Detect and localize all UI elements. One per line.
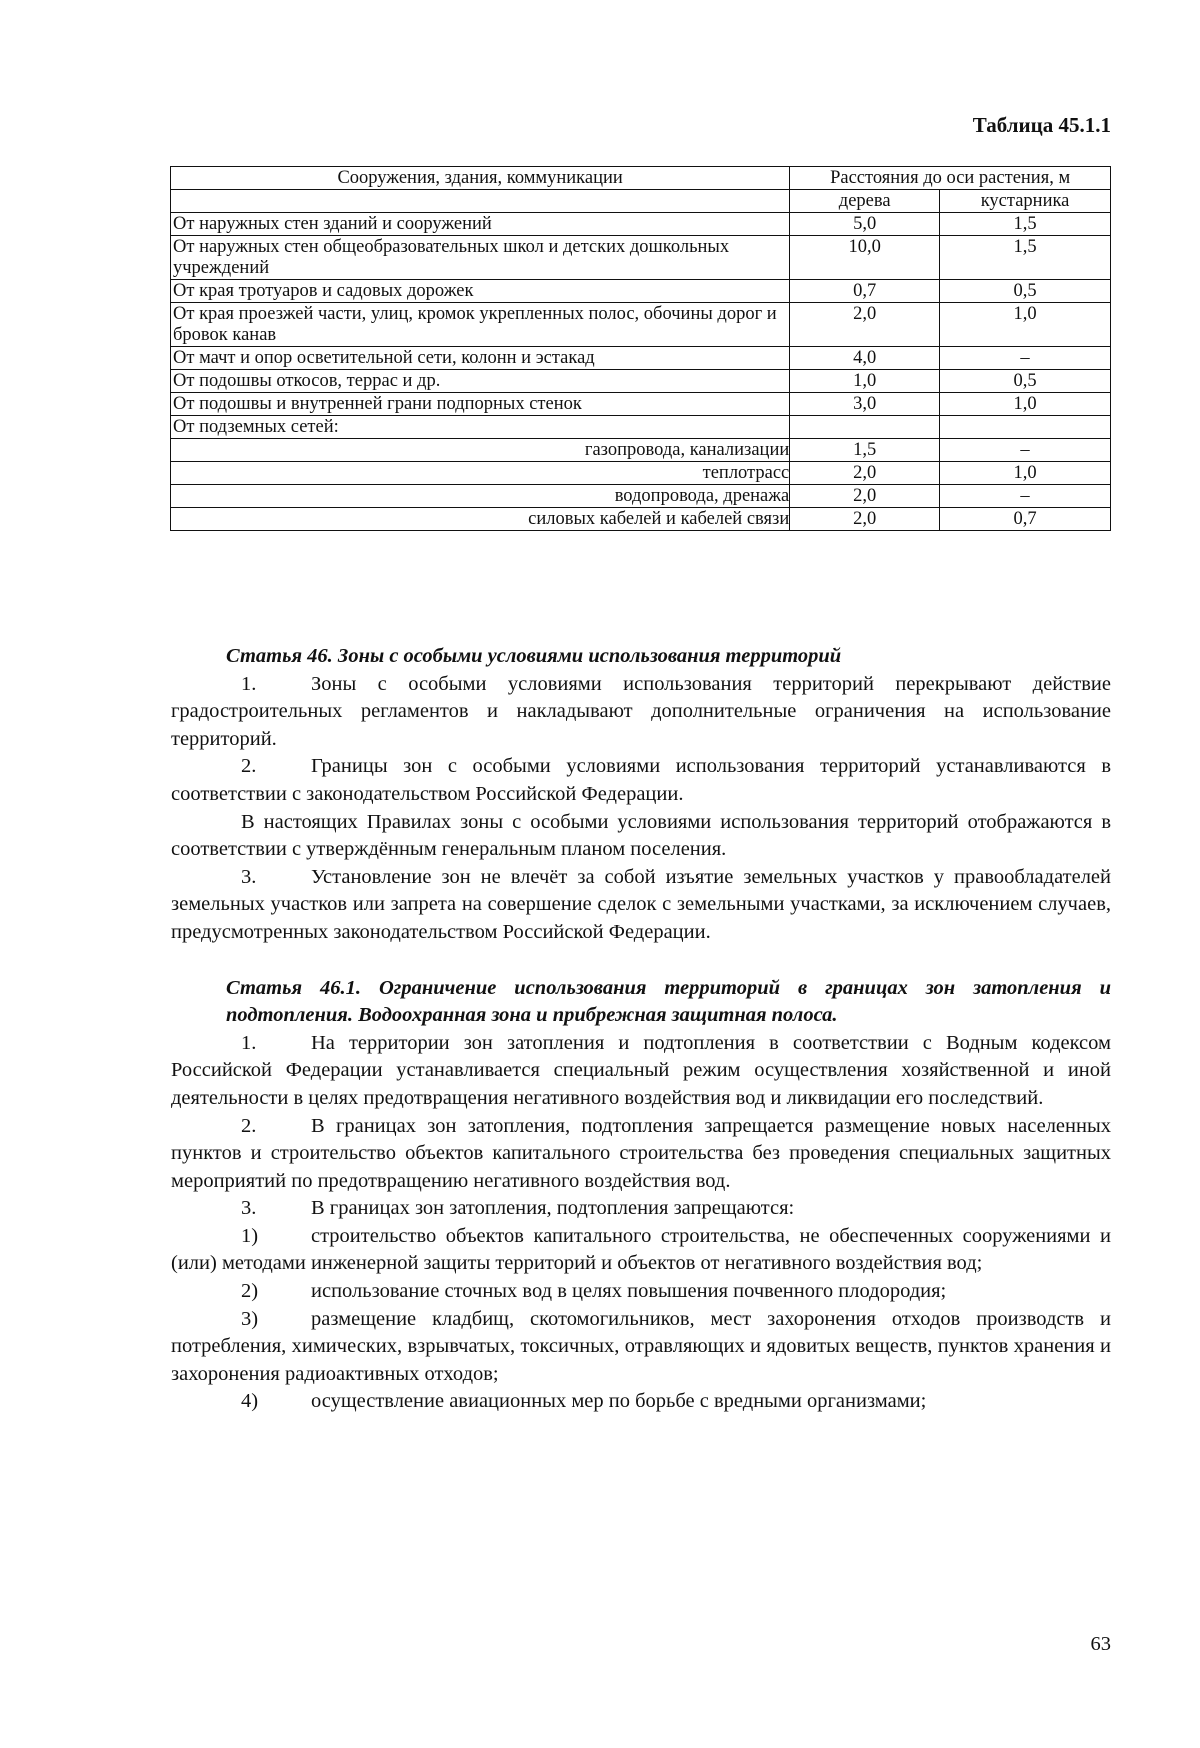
table-row	[171, 347, 1111, 370]
article-46-1-title: Статья 46.1. Ограничение использования территорий в границах зон затопления и подтопления. Водоохранная зона и прибрежная защитная полоса.	[226, 976, 1111, 1027]
paragraph-number: 3.	[241, 865, 257, 888]
list-item	[171, 1388, 1111, 1416]
table-row	[171, 303, 1111, 347]
row-trees: 2,0	[790, 508, 940, 531]
table-row	[171, 439, 1111, 462]
row-label: От наружных стен зданий и сооружений	[171, 213, 790, 236]
header-structures: Сооружения, здания, коммуникации	[171, 167, 790, 190]
row-label: От подземных сетей:	[171, 416, 790, 439]
article-46-title: Статья 46. Зоны с особыми условиями использования территорий	[226, 645, 842, 667]
table-row	[171, 236, 1111, 280]
paragraph-number: 2.	[241, 755, 257, 778]
table-row	[171, 416, 1111, 439]
row-trees: 4,0	[790, 347, 940, 370]
list-item	[171, 1223, 1111, 1278]
paragraph-text: На территории зон затопления и подтопления в соответствии с Водным кодексом Российской Федерации устанавливается специальный режим осуществления хозяйственной и иной деятельности в целях предотвращения негативного воздействия вод и ликвидации его последствий.	[171, 1031, 1111, 1109]
row-trees: 2,0	[790, 485, 940, 508]
row-shrubs: –	[940, 439, 1111, 462]
row-trees: 10,0	[790, 236, 940, 280]
row-label: От подошвы и внутренней грани подпорных стенок	[171, 393, 790, 416]
table-row	[171, 213, 1111, 236]
table-caption: Таблица 45.1.1	[972, 113, 1111, 137]
row-shrubs: 1,5	[940, 236, 1111, 280]
list-item-number: 4)	[241, 1390, 259, 1413]
row-trees: 2,0	[790, 462, 940, 485]
subheader-empty	[171, 190, 790, 213]
row-label: водопровода, дренажа	[171, 485, 790, 508]
row-trees: 1,5	[790, 439, 940, 462]
table-row	[171, 485, 1111, 508]
row-label: От наружных стен общеобразовательных школ и детских дошкольных учреждений	[171, 236, 790, 280]
row-label: теплотрасс	[171, 462, 790, 485]
paragraph-number: 1.	[241, 672, 257, 695]
row-trees	[790, 416, 940, 439]
row-trees: 1,0	[790, 370, 940, 393]
row-label: силовых кабелей и кабелей связи	[171, 508, 790, 531]
list-item-text: осуществление авиационных мер по борьбе с вредными организмами;	[311, 1390, 927, 1413]
list-item	[171, 1306, 1111, 1389]
page-number: 63	[1090, 1633, 1111, 1655]
list-item	[171, 1278, 1111, 1306]
row-shrubs: 0,5	[940, 370, 1111, 393]
row-label: От подошвы откосов, террас и др.	[171, 370, 790, 393]
row-label: От мачт и опор осветительной сети, колонн и эстакад	[171, 347, 790, 370]
table-row	[171, 508, 1111, 531]
article-46-paragraph	[171, 753, 1111, 808]
row-shrubs: 0,7	[940, 508, 1111, 531]
row-label: От края проезжей части, улиц, кромок укрепленных полос, обочины дорог и бровок канав	[171, 303, 790, 347]
article-46-1-paragraph	[171, 1195, 1111, 1223]
table-row	[171, 462, 1111, 485]
paragraph-text: В границах зон затопления, подтопления запрещаются:	[311, 1197, 795, 1220]
list-item-number: 1)	[241, 1224, 259, 1247]
article-46-paragraph	[171, 671, 1111, 754]
row-shrubs: 0,5	[940, 280, 1111, 303]
row-label: газопровода, канализации	[171, 439, 790, 462]
paragraph-text: В границах зон затопления, подтопления запрещается размещение новых населенных пунктов и строительство объектов капитального строительства без проведения специальных защитных мероприятий по предотвращению негативного воздействия вод.	[171, 1114, 1111, 1192]
row-trees: 0,7	[790, 280, 940, 303]
row-shrubs	[940, 416, 1111, 439]
list-item-text: использование сточных вод в целях повышения почвенного плодородия;	[311, 1280, 947, 1303]
list-item-number: 3)	[241, 1307, 259, 1330]
subheader-trees: дерева	[790, 190, 940, 213]
paragraph-text: Установление зон не влечёт за собой изъятие земельных участков у правообладателей земельных участков или запрета на совершение сделок с земельными участками, за исключением случаев, предусмотренных законодательством Российской Федерации.	[171, 865, 1111, 943]
article-46-1-paragraph	[171, 1030, 1111, 1113]
article-46-1-paragraph	[171, 1113, 1111, 1196]
table-subheader-row	[171, 190, 1111, 213]
table-row	[171, 370, 1111, 393]
article-46-paragraph	[171, 864, 1111, 947]
distance-table	[170, 166, 1111, 531]
row-shrubs: 1,0	[940, 303, 1111, 347]
document-body	[171, 643, 1111, 1416]
row-trees: 2,0	[790, 303, 940, 347]
paragraph-number: 1.	[241, 1031, 257, 1054]
table-header-row	[171, 167, 1111, 190]
paragraph-number: 2.	[241, 1114, 257, 1137]
table-row	[171, 280, 1111, 303]
row-shrubs: 1,0	[940, 462, 1111, 485]
subheader-shrubs: кустарника	[940, 190, 1111, 213]
row-shrubs: –	[940, 347, 1111, 370]
paragraph-text: Границы зон с особыми условиями использования территорий устанавливаются в соответствии с законодательством Российской Федерации.	[171, 755, 1111, 805]
list-item-number: 2)	[241, 1280, 259, 1303]
row-trees: 5,0	[790, 213, 940, 236]
table-row	[171, 393, 1111, 416]
row-shrubs: 1,5	[940, 213, 1111, 236]
article-46-paragraph: В настоящих Правилах зоны с особыми условиями использования территорий отображаются в соответствии с утверждённым генеральным планом поселения.	[171, 810, 1111, 861]
row-shrubs: –	[940, 485, 1111, 508]
list-item-text: строительство объектов капитального строительства, не обеспеченных сооружениями и (или) методами инженерной защиты территорий и объектов от негативного воздействия вод;	[171, 1224, 1111, 1275]
list-item-text: размещение кладбищ, скотомогильников, мест захоронения отходов производств и потребления, химических, взрывчатых, токсичных, отравляющих и ядовитых веществ, пунктов хранения и захоронения радиоактивных отходов;	[171, 1307, 1111, 1385]
paragraph-text: Зоны с особыми условиями использования территорий перекрывают действие градостроительных регламентов и накладывают дополнительные ограничения на использование территорий.	[171, 672, 1111, 750]
row-trees: 3,0	[790, 393, 940, 416]
header-distances: Расстояния до оси растения, м	[790, 167, 1111, 190]
row-label: От края тротуаров и садовых дорожек	[171, 280, 790, 303]
paragraph-number: 3.	[241, 1197, 257, 1220]
row-shrubs: 1,0	[940, 393, 1111, 416]
